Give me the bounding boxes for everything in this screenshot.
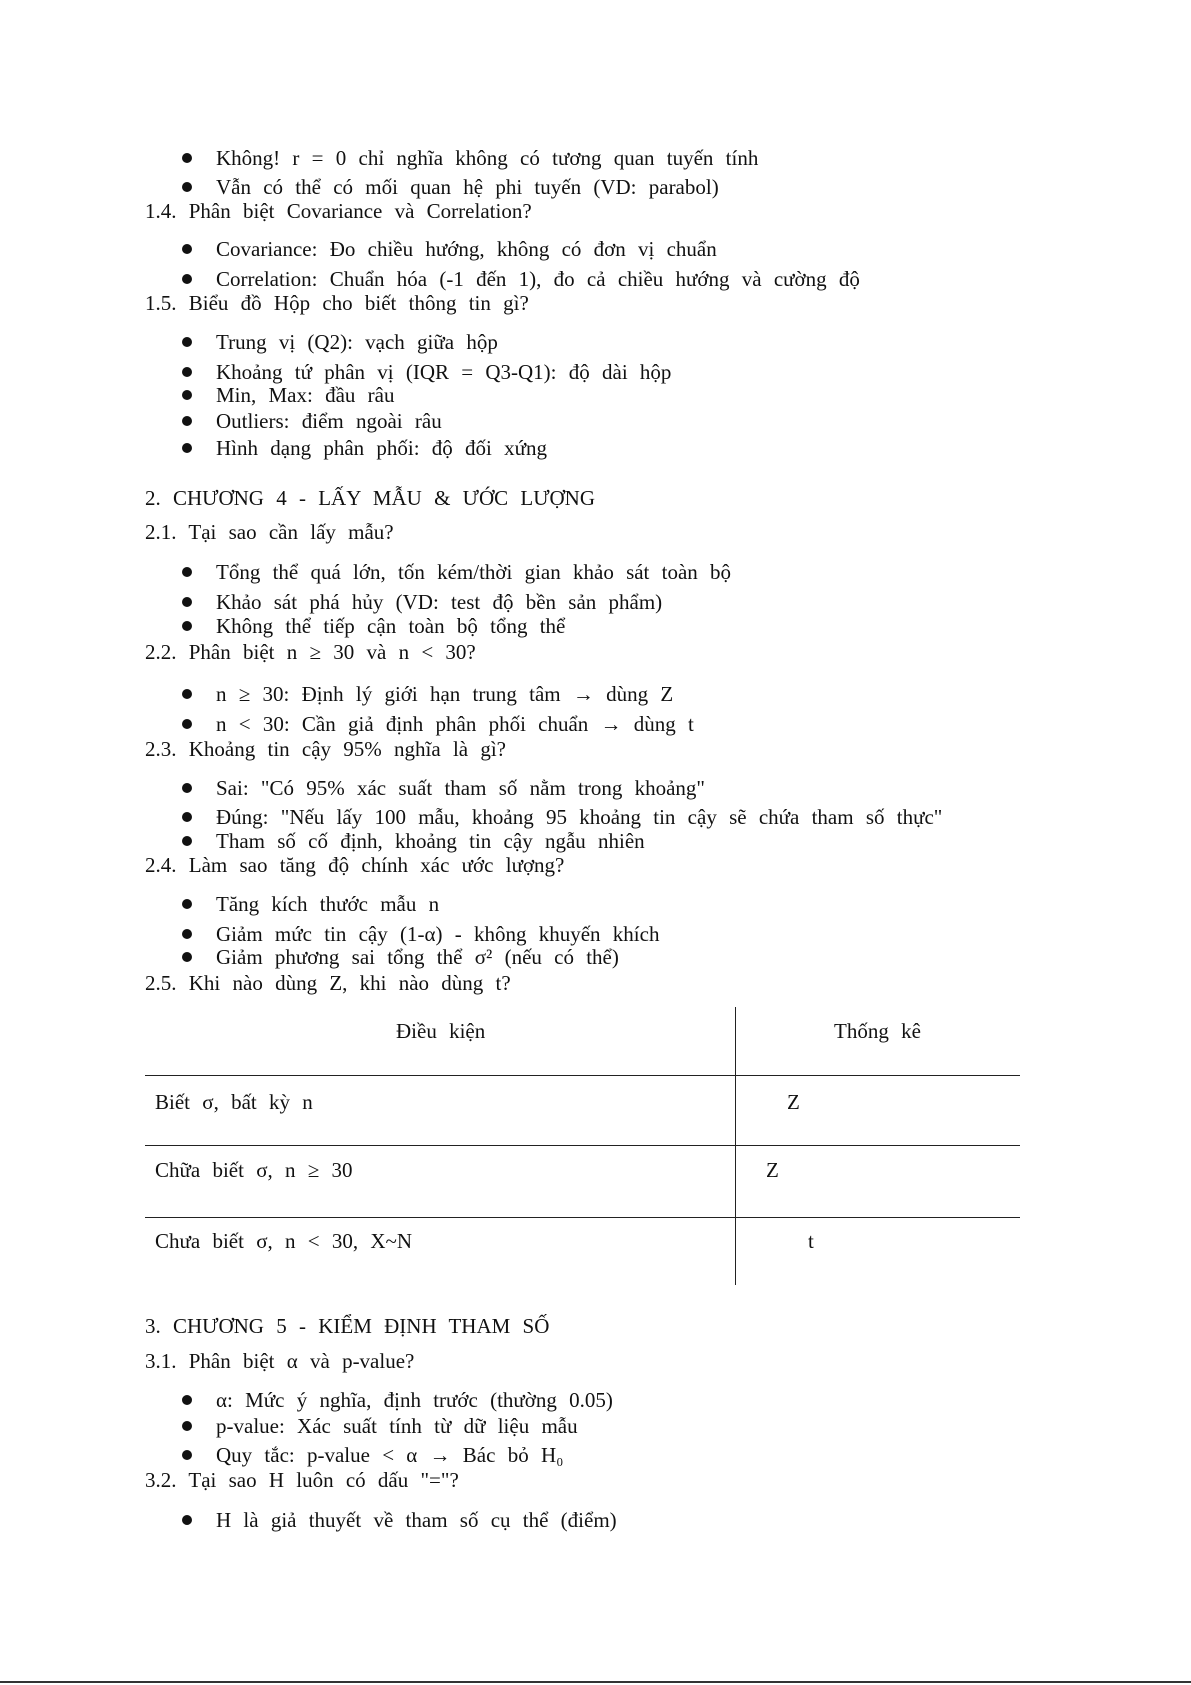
bullet-text: Hình dạng phân phối: độ đối xứng bbox=[216, 436, 548, 460]
chapter-5-title: 3. CHƯƠNG 5 - KIỂM ĐỊNH THAM SỐ bbox=[145, 1314, 550, 1338]
table-cell: Chưa biết σ, n < 30, X~N bbox=[155, 1229, 413, 1253]
bullet-text: Không thể tiếp cận toàn bộ tổng thể bbox=[216, 614, 566, 638]
bullet-dot bbox=[182, 952, 192, 962]
bullet-dot bbox=[182, 812, 192, 822]
bullet-dot bbox=[182, 153, 192, 163]
section-heading-2-2: 2.2. Phân biệt n ≥ 30 và n < 30? bbox=[145, 640, 476, 664]
section-heading-2-3: 2.3. Khoảng tin cậy 95% nghĩa là gì? bbox=[145, 737, 507, 761]
table-cell: Z bbox=[787, 1090, 800, 1114]
bullet-text: n < 30: Cần giả định phân phối chuẩn → dùng t bbox=[216, 712, 694, 736]
bullet-text: Quy tắc: p-value < α → Bác bỏ H₀ bbox=[216, 1443, 564, 1467]
bullet-dot bbox=[182, 899, 192, 909]
chapter-4-title: 2. CHƯƠNG 4 - LẤY MẪU & ƯỚC LƯỢNG bbox=[145, 486, 596, 510]
bullet-dot bbox=[182, 367, 192, 377]
bullet-dot bbox=[182, 836, 192, 846]
bullet-dot bbox=[182, 337, 192, 347]
bullet-text: Trung vị (Q2): vạch giữa hộp bbox=[216, 330, 498, 354]
table-header-condition: Điều kiện bbox=[396, 1019, 486, 1043]
bullet-dot bbox=[182, 567, 192, 577]
bullet-text: Khoảng tứ phân vị (IQR = Q3-Q1): độ dài hộp bbox=[216, 360, 672, 384]
bullet-text: Correlation: Chuẩn hóa (-1 đến 1), đo cả chiều hướng và cường độ bbox=[216, 267, 860, 291]
bullet-dot bbox=[182, 274, 192, 284]
bullet-dot bbox=[182, 929, 192, 939]
bullet-text: Khảo sát phá hủy (VD: test độ bền sản phẩm) bbox=[216, 590, 663, 614]
table-cell: Chữa biết σ, n ≥ 30 bbox=[155, 1158, 353, 1182]
bullet-text: Giảm phương sai tổng thể σ² (nếu có thể) bbox=[216, 945, 619, 969]
section-heading-3-2: 3.2. Tại sao H luôn có dấu "="? bbox=[145, 1468, 459, 1492]
section-heading-2-1: 2.1. Tại sao cần lấy mẫu? bbox=[145, 520, 394, 544]
bullet-dot bbox=[182, 621, 192, 631]
bullet-dot bbox=[182, 244, 192, 254]
table-rule bbox=[145, 1145, 1020, 1146]
section-heading-3-1: 3.1. Phân biệt α và p-value? bbox=[145, 1349, 415, 1373]
bullet-dot bbox=[182, 1421, 192, 1431]
bullet-dot bbox=[182, 443, 192, 453]
table-rule bbox=[145, 1075, 1020, 1076]
bullet-text: Đúng: "Nếu lấy 100 mẫu, khoảng 95 khoảng tin cậy sẽ chứa tham số thực" bbox=[216, 805, 943, 829]
page-bottom-rule bbox=[0, 1681, 1191, 1683]
section-heading-2-4: 2.4. Làm sao tăng độ chính xác ước lượng? bbox=[145, 853, 565, 877]
table-rule bbox=[145, 1217, 1020, 1218]
bullet-text: Giảm mức tin cậy (1-α) - không khuyến khích bbox=[216, 922, 660, 946]
bullet-text: Outliers: điểm ngoài râu bbox=[216, 409, 442, 433]
bullet-text: Không! r = 0 chỉ nghĩa không có tương quan tuyến tính bbox=[216, 146, 759, 170]
bullet-dot bbox=[182, 1450, 192, 1460]
bullet-text: Tổng thể quá lớn, tốn kém/thời gian khảo sát toàn bộ bbox=[216, 560, 732, 584]
bullet-dot bbox=[182, 1515, 192, 1525]
bullet-text: H là giả thuyết về tham số cụ thể (điểm) bbox=[216, 1508, 617, 1532]
bullet-dot bbox=[182, 390, 192, 400]
bullet-text: p-value: Xác suất tính từ dữ liệu mẫu bbox=[216, 1414, 578, 1438]
table-cell: t bbox=[808, 1229, 814, 1253]
bullet-dot bbox=[182, 597, 192, 607]
bullet-dot bbox=[182, 182, 192, 192]
bullet-dot bbox=[182, 719, 192, 729]
section-heading-1-5: 1.5. Biểu đồ Hộp cho biết thông tin gì? bbox=[145, 291, 529, 315]
bullet-text: Tăng kích thước mẫu n bbox=[216, 892, 440, 916]
bullet-dot bbox=[182, 783, 192, 793]
bullet-text: Tham số cố định, khoảng tin cậy ngẫu nhiên bbox=[216, 829, 645, 853]
bullet-text: α: Mức ý nghĩa, định trước (thường 0.05) bbox=[216, 1388, 613, 1412]
bullet-text: Sai: "Có 95% xác suất tham số nằm trong khoảng" bbox=[216, 776, 705, 800]
section-heading-1-4: 1.4. Phân biệt Covariance và Correlation? bbox=[145, 199, 532, 223]
bullet-dot bbox=[182, 1395, 192, 1405]
table-header-statistic: Thống kê bbox=[834, 1019, 921, 1043]
bullet-text: Vẫn có thể có mối quan hệ phi tuyến (VD: parabol) bbox=[216, 175, 719, 199]
bullet-text: Min, Max: đầu râu bbox=[216, 383, 395, 407]
table-cell: Biết σ, bất kỳ n bbox=[155, 1090, 313, 1114]
bullet-text: n ≥ 30: Định lý giới hạn trung tâm → dùng Z bbox=[216, 682, 674, 706]
section-heading-2-5: 2.5. Khi nào dùng Z, khi nào dùng t? bbox=[145, 971, 511, 995]
table-divider-vertical bbox=[735, 1007, 736, 1285]
bullet-text: Covariance: Đo chiều hướng, không có đơn vị chuẩn bbox=[216, 237, 717, 261]
bullet-dot bbox=[182, 416, 192, 426]
bullet-dot bbox=[182, 689, 192, 699]
table-cell: Z bbox=[766, 1158, 779, 1182]
